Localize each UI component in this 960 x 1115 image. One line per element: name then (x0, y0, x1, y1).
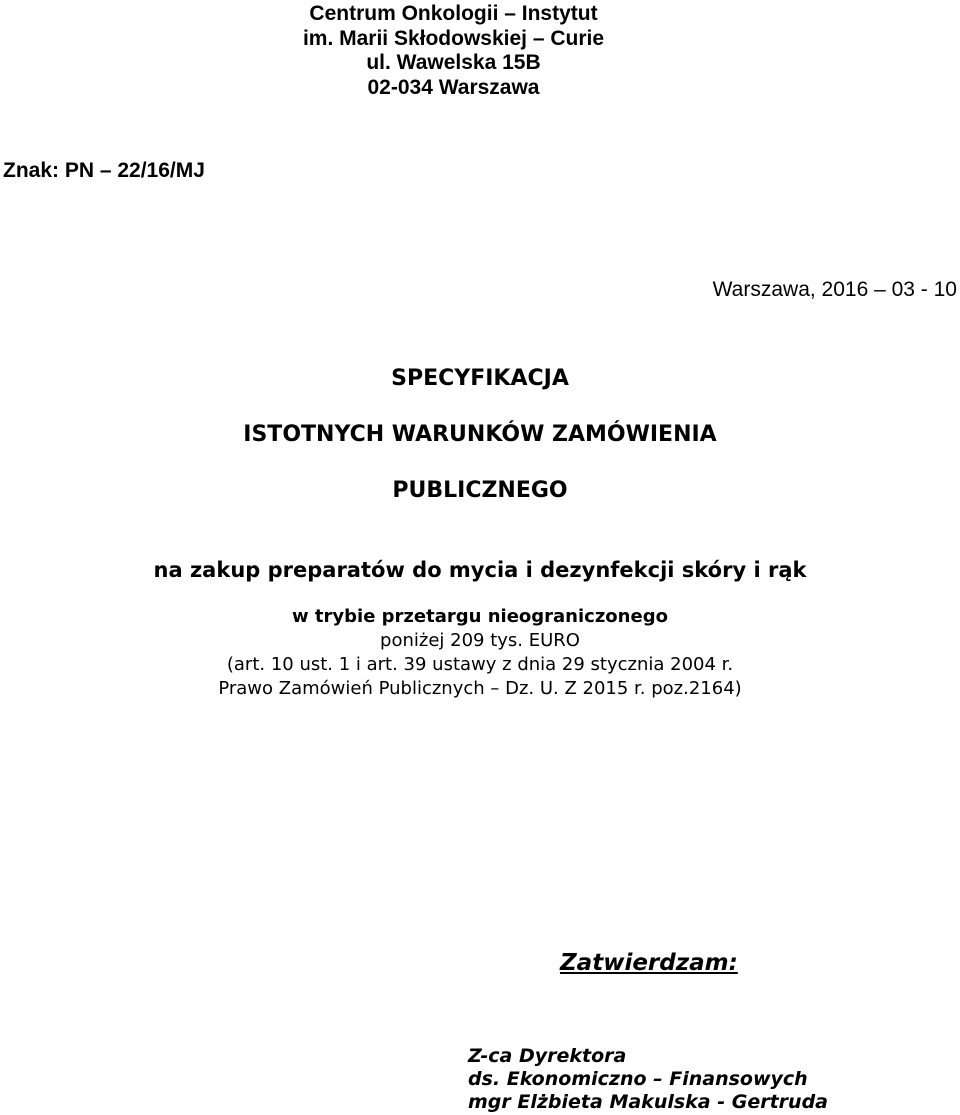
signatory-position: Z-ca Dyrektora (468, 1045, 627, 1067)
signatory-name: mgr Elżbieta Makulska - Gertruda (468, 1091, 828, 1113)
header-line-patron: im. Marii Skłodowskiej – Curie (302, 26, 605, 50)
date-line: Warszawa, 2016 – 03 - 10 (712, 278, 957, 301)
header-line-institution: Centrum Onkologii – Instytut (309, 2, 598, 25)
document-title-line-3: PUBLICZNEGO (392, 478, 568, 503)
reference-number: Znak: PN – 22/16/MJ (3, 159, 205, 182)
header-line-city: 02-034 Warszawa (367, 75, 540, 99)
legal-basis-line-2: Prawo Zamówień Publicznych – Dz. U. Z 2015 r. poz.2164) (218, 678, 742, 699)
institution-header (0, 2, 907, 100)
signatory-department: ds. Ekonomiczno – Finansowych (468, 1068, 808, 1090)
value-threshold: poniżej 209 tys. EURO (380, 630, 580, 651)
signatory-block (468, 1045, 828, 1114)
approval-label: Zatwierdzam: (560, 950, 738, 976)
legal-basis-line-1: (art. 10 ust. 1 i art. 39 ustawy z dnia 29 stycznia 2004 r. (226, 654, 734, 675)
document-title-line-1: SPECYFIKACJA (391, 366, 569, 391)
header-line-street: ul. Wawelska 15B (366, 51, 541, 74)
procurement-subject: na zakup preparatów do mycia i dezynfekcji skóry i rąk (153, 558, 807, 582)
procedure-mode: w trybie przetargu nieograniczonego (292, 606, 668, 627)
document-title-line-2: ISTOTNYCH WARUNKÓW ZAMÓWIENIA (243, 422, 717, 447)
